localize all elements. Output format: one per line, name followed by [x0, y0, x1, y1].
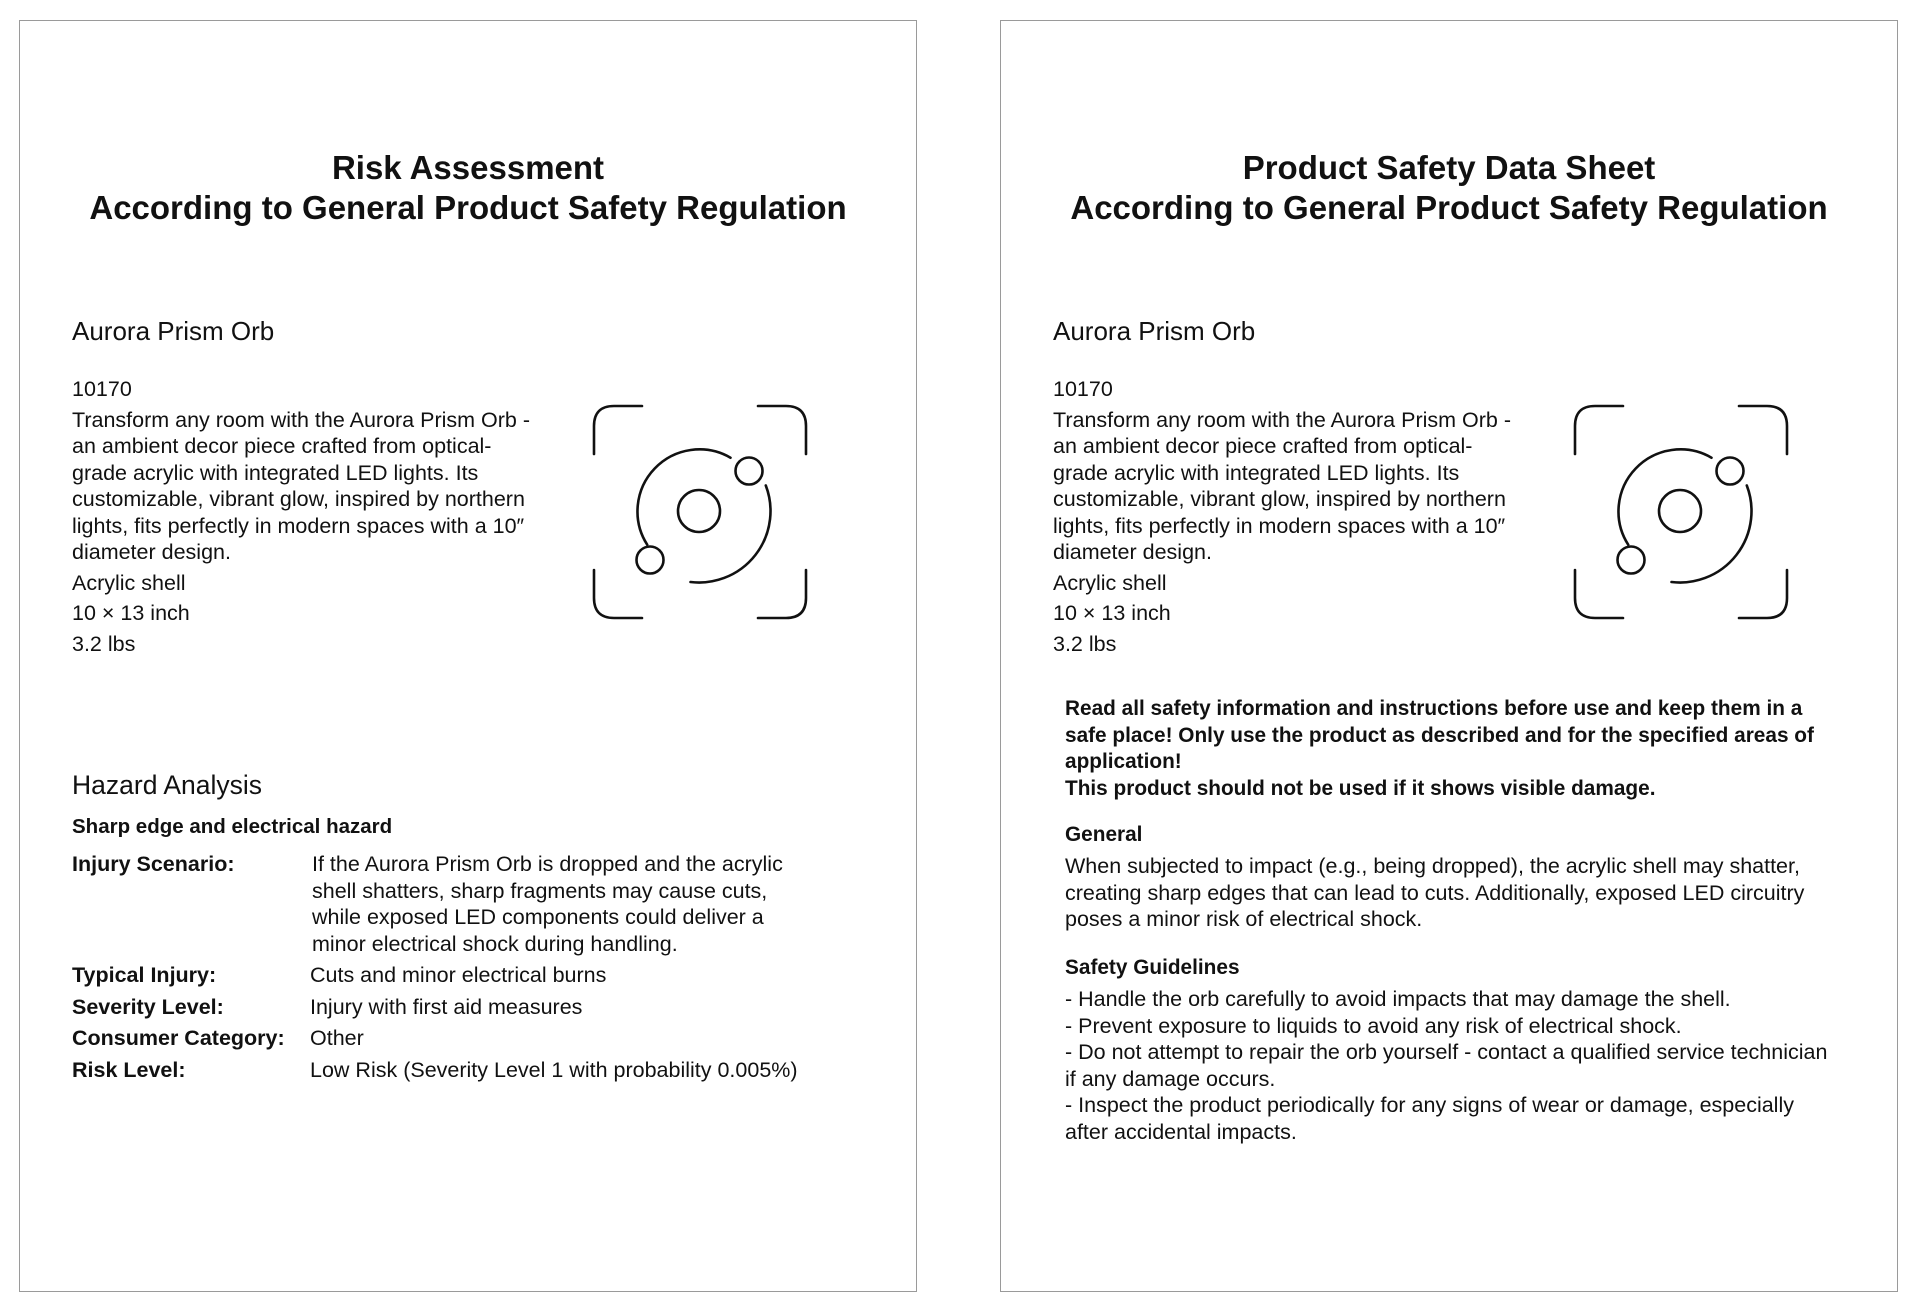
hazard-analysis-heading: Hazard Analysis [72, 770, 263, 800]
product-dimensions: 10 × 13 inch [1053, 601, 1171, 625]
hazard-row-label: Typical Injury: [72, 963, 217, 987]
safety-data-sheet-page [1000, 20, 1898, 1292]
safety-guidelines-list [1065, 986, 1835, 1145]
hazard-table [72, 851, 872, 1088]
product-weight: 3.2 lbs [1053, 631, 1117, 656]
warning-line-1: Read all safety information and instructions before use and keep them in a safe place! Only use the product as described and for the specified areas of application! [1065, 697, 1814, 773]
title-line-2: According to General Product Safety Regulation [1070, 189, 1828, 226]
product-description: Transform any room with the Aurora Prism Orb - an ambient decor piece crafted from optical-grade acrylic with integrated LED lights. Its customizable, vibrant glow, inspired by northern lights, fits perfectly in modern spaces with a 10″ diameter design. [1053, 407, 1511, 564]
risk-assessment-page [19, 20, 917, 1292]
guideline-item: - Prevent exposure to liquids to avoid any risk of electrical shock. [1065, 1013, 1682, 1038]
hazard-row-label: Risk Level: [72, 1057, 186, 1082]
product-material: Acrylic shell [72, 570, 186, 595]
hazard-row-label: Injury Scenario: [72, 852, 235, 876]
safety-guidelines-heading: Safety Guidelines [1065, 956, 1240, 979]
product-dimensions: 10 × 13 inch [72, 601, 190, 625]
hazard-subtitle: Sharp edge and electrical hazard [72, 815, 393, 838]
hazard-row [72, 1057, 872, 1084]
product-material: Acrylic shell [1053, 570, 1167, 595]
hazard-row-label: Consumer Category: [72, 1026, 285, 1050]
page-title [1001, 148, 1897, 228]
product-info [1053, 376, 1523, 661]
safety-warning [1065, 696, 1835, 802]
product-name: Aurora Prism Orb [1053, 316, 1256, 346]
hazard-row-value: Low Risk (Severity Level 1 with probability 0.005%) [310, 1057, 798, 1082]
product-weight: 3.2 lbs [72, 631, 136, 656]
product-sku: 10170 [1053, 377, 1113, 401]
guideline-item: - Do not attempt to repair the orb yourself - contact a qualified service technician if any damage occurs. [1065, 1040, 1828, 1091]
product-sku: 10170 [72, 377, 132, 401]
hazard-row-value: Cuts and minor electrical burns [310, 963, 607, 987]
general-heading: General [1065, 823, 1143, 846]
orbit-scan-icon [1573, 404, 1789, 620]
hazard-row-value: If the Aurora Prism Orb is dropped and the acrylic shell shatters, sharp fragments may cause cuts, while exposed LED components could deliver a minor electrical shock during handling. [312, 852, 783, 956]
hazard-row-value: Other [310, 1026, 364, 1050]
hazard-row-value: Injury with first aid measures [310, 994, 583, 1019]
guideline-item: - Handle the orb carefully to avoid impacts that may damage the shell. [1065, 987, 1731, 1011]
hazard-row-label: Severity Level: [72, 994, 224, 1019]
hazard-row [72, 962, 872, 989]
title-line-2: According to General Product Safety Regulation [89, 189, 847, 226]
page-title [20, 148, 916, 228]
hazard-row [72, 1025, 872, 1052]
warning-line-2: This product should not be used if it shows visible damage. [1065, 776, 1656, 800]
orbit-scan-icon [592, 404, 808, 620]
hazard-row [72, 994, 872, 1021]
title-line-1: Product Safety Data Sheet [1242, 149, 1656, 186]
product-name: Aurora Prism Orb [72, 316, 275, 346]
hazard-row [72, 851, 872, 957]
title-line-1: Risk Assessment [331, 149, 605, 186]
guideline-item: - Inspect the product periodically for any signs of wear or damage, especially after accidental impacts. [1065, 1093, 1794, 1144]
general-text: When subjected to impact (e.g., being dropped), the acrylic shell may shatter, creating sharp edges that can lead to cuts. Additionally, exposed LED circuitry poses a minor risk of electrical shock. [1065, 854, 1805, 931]
product-description: Transform any room with the Aurora Prism Orb - an ambient decor piece crafted from optical-grade acrylic with integrated LED lights. Its customizable, vibrant glow, inspired by northern lights, fits perfectly in modern spaces with a 10″ diameter design. [72, 407, 530, 564]
product-info [72, 376, 542, 661]
